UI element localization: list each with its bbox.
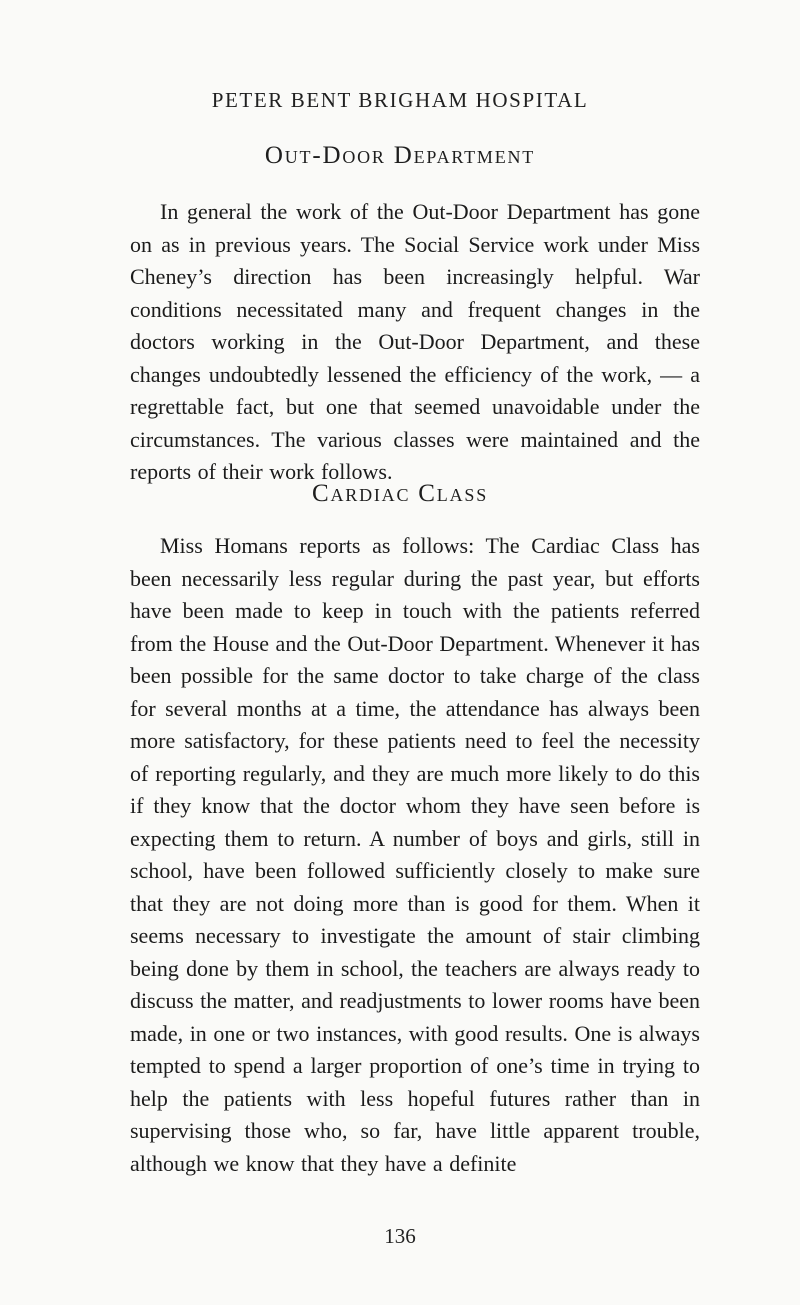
paragraph-cardiac-class: Miss Homans reports as follows: The Cardiac Class has been necessarily less regular during the past year, but efforts have been made to keep in touch with the patients referred from the House and the Out-Door Department. Whenever it has been possible for the same doctor to take charge of the class for several months at a time, the attendance has always been more satisfactory, for these patients need to feel the necessity of reporting regularly, and they are much more likely to do this if they know that the doctor whom they have seen before is expecting them to return. A number of boys and girls, still in school, have been followed sufficiently closely to make sure that they are not doing more than is good for them. When it seems necessary to investigate the amount of stair climbing being done by them in school, the teachers are always ready to discuss the matter, and readjustments to lower rooms have been made, in one or two instances, with good results. One is always tempted to spend a larger proportion of one’s time in trying to help the patients with less hopeful futures rather than in supervising those who, so far, have little apparent trouble, although we know that they have a definite [130,533,700,1176]
page-number: 136 [384,1224,416,1248]
section-heading-out-door-department: Out-Door Department [264,142,536,169]
paragraph-out-door-department: In general the work of the Out-Door Department has gone on as in previous years. The Social Service work under Miss Cheney’s direction has been increasingly helpful. War conditions necessitated many and frequent changes in the doctors working in the Out-Door Department, and these changes undoubtedly lessened the efficiency of the work, — a regrettable fact, but one that seemed unavoidable under the circumstances. The various classes were maintained and the reports of their work follows. [130,199,700,484]
running-head: PETER BENT BRIGHAM HOSPITAL [211,88,589,112]
section-heading-cardiac-class: Cardiac Class [311,480,489,507]
